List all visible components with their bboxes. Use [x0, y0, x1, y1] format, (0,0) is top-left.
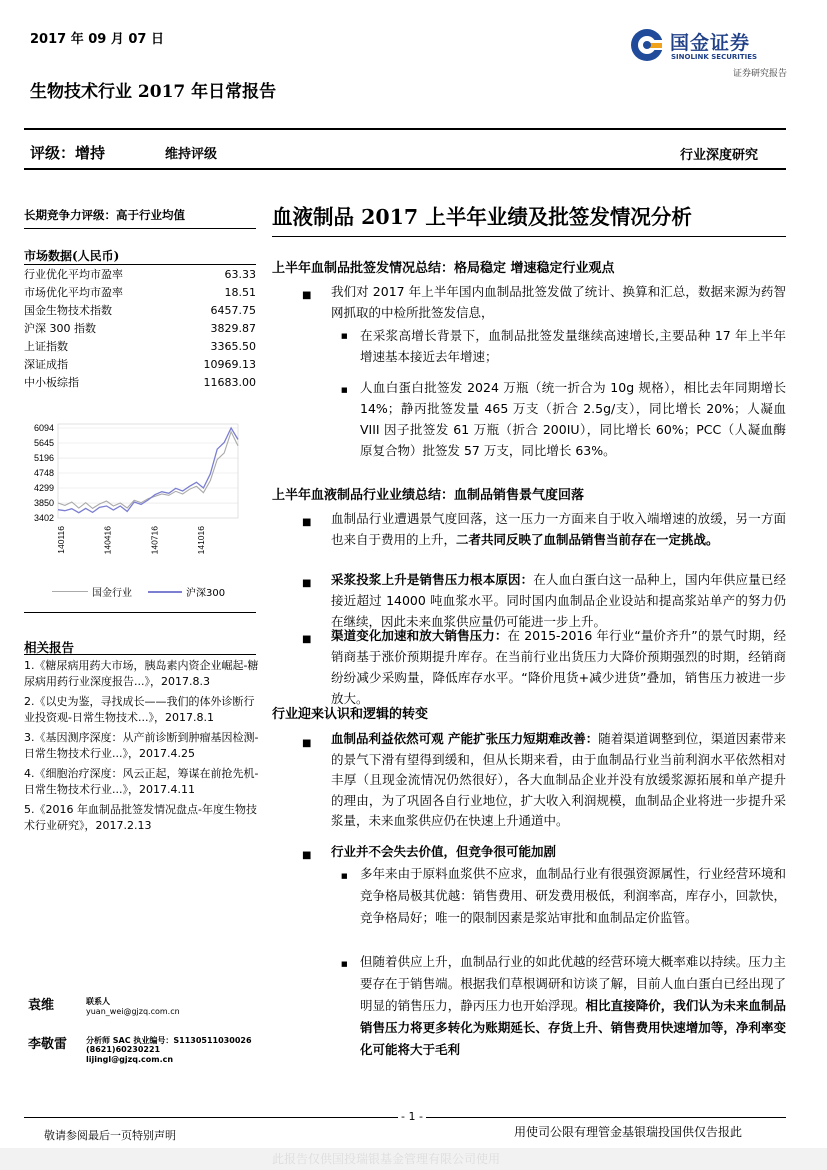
analyst1-email[interactable]: yuan_wei@gjzq.com.cn	[86, 1007, 180, 1016]
related-report-item[interactable]: 3.《基因测序深度：从产前诊断到肿瘤基因检测-日常生物技术行业...》，2017.4.25	[24, 731, 259, 760]
related-report-item[interactable]: 2.《以史为鉴，寻找成长——我们的体外诊断行业投资观-日常生物技术...》，2017.8.1	[24, 695, 255, 724]
related-rule	[24, 654, 256, 655]
chart-x-tick-label: 140416	[102, 526, 113, 555]
chart-rule	[24, 612, 256, 613]
report-type: 行业深度研究	[680, 148, 759, 163]
legend-line-industry	[52, 591, 88, 592]
related-report-text: 1.《糖尿病用药大市场，胰岛素内资企业崛起-糖尿病用药行业深度报告...》	[24, 659, 259, 688]
related-report-text: 2.《以史为鉴，寻找成长——我们的体外诊断行业投资观-日常生物技术...》	[24, 695, 255, 724]
related-report-date: 2017.2.13	[95, 819, 152, 832]
s2-p1-text: 血制品行业遭遇景气度回落，这一压力一方面来自于收入端增速的放缓，另一方面也来自于费用的上升，	[331, 511, 786, 547]
analyst1-name: 袁维	[28, 998, 55, 1013]
legend-label-industry: 国金行业	[92, 588, 132, 599]
s3-p4-emphasis: 相比直接降价，我们认为未来血制品销售压力将更多转化为账期延长、存货上升、销售费用快速增加等，净利率变化可能将大于毛利	[360, 998, 786, 1057]
market-row	[24, 339, 256, 355]
s2-paragraph-2	[331, 569, 786, 632]
report-date: 2017 年 09 月 07 日	[30, 32, 164, 47]
s2-p3-lead: 渠道变化加速和放大销售压力：	[331, 628, 508, 643]
report-series-title: 生物技术行业 2017 年日常报告	[30, 82, 277, 102]
square-bullet-icon: ■	[302, 517, 312, 528]
market-row-value: 18.51	[224, 286, 256, 299]
market-row-value: 10969.13	[203, 358, 256, 371]
s2-paragraph-3	[331, 625, 786, 709]
s1-paragraph-3: 人血白蛋白批签发 2024 万瓶（统一折合为 10g 规格），相比去年同期增长 14%；静丙批签发量 465 万支（折合 2.5g/支），同比增长 20%；人凝血 VIII 因子批签发 61 万瓶（折合 200IU），同比增长 60%；PCC（人凝血酶原复合物）批签发 57 万支，同比增长 63%。	[360, 380, 786, 458]
chart-legend	[48, 584, 263, 600]
related-report-item[interactable]: 5.《2016 年血制品批签发情况盘点-年度生物技术行业研究》，2017.2.13	[24, 803, 257, 832]
rating-label: 评级：增持	[30, 144, 106, 162]
market-row	[24, 303, 256, 319]
s3-paragraph-1	[331, 729, 786, 832]
s2-p1-emphasis: 二者共同反映了血制品销售当前存在一定挑战。	[456, 532, 719, 547]
related-report-date: 2017.4.25	[139, 747, 195, 760]
square-bullet-icon: ■	[302, 290, 312, 301]
square-bullet-icon: ■	[302, 634, 312, 645]
small-square-bullet-icon: ■	[341, 386, 348, 394]
chart-y-tick-label: 5645	[33, 438, 54, 449]
chart-y-tick-label: 3850	[33, 498, 54, 509]
related-report-date: 2017.4.11	[139, 783, 195, 796]
square-bullet-icon: ■	[302, 578, 312, 589]
market-row	[24, 267, 256, 283]
market-row-label: 沪深 300 指数	[24, 322, 96, 335]
headline: 血液制品 2017 上半年业绩及批签发情况分析	[272, 205, 692, 229]
chart-y-tick-label: 3402	[33, 513, 54, 523]
chart-x-tick-label: 141016	[196, 526, 206, 555]
related-report-item[interactable]: 4.《细胞治疗深度：风云正起，筹谋在前抢先机-日常生物技术行业...》，2017.4.11	[24, 767, 259, 796]
s2-p2-text: 在人血白蛋白这一品种上，国内年供应量已经接近超过 14000 吨血浆水平。同时国内血制品企业设站和提高浆站单产的努力仍在继续，因此未来血浆供应量仍可能进一步上升。	[331, 572, 786, 629]
market-row-value: 6457.75	[210, 304, 256, 317]
header-rule-bottom	[24, 168, 786, 170]
footer-right-text: 用使司公限有理管金基银瑞投国供仅告报此	[514, 1125, 743, 1139]
market-row-value: 63.33	[224, 268, 256, 281]
market-row-value: 11683.00	[203, 376, 256, 389]
market-row-label: 国金生物技术指数	[24, 304, 112, 317]
s1-paragraph-2: 在采浆高增长背景下，血制品批签发量继续高速增长,主要品种 17 年上半年增速基本接近去年增速；	[360, 328, 786, 364]
analyst2-role: 分析师 SAC 执业编号：S1130511030026	[86, 1036, 252, 1045]
related-report-text: 4.《细胞治疗深度：风云正起，筹谋在前抢先机-日常生物技术行业...》	[24, 767, 259, 796]
legend-line-hs300	[148, 591, 182, 593]
related-report-date: 2017.8.3	[161, 675, 210, 688]
headline-rule	[272, 236, 786, 237]
chart-y-tick-label: 6094	[33, 423, 54, 433]
brand-logo-icon	[628, 26, 666, 64]
related-report-text: 5.《2016 年血制品批签发情况盘点-年度生物技术行业研究》	[24, 803, 257, 832]
s2-p3-text: 在 2015-2016 年行业“量价齐升”的景气时期，经销商基于涨价预期提升库存。在当前行业出货压力大降价预期强烈的时期，经销商纷纷减少采购量，降低库存水平。“降价甩货+减少进货”叠加，销售压力被进一步放大。	[331, 628, 786, 706]
related-report-date: 2017.8.1	[164, 711, 214, 724]
sidebar-rule	[24, 228, 256, 229]
chart-y-tick-label: 4299	[33, 483, 54, 494]
section-3-title: 行业迎来认识和逻辑的转变	[272, 707, 429, 722]
brand-name-cn: 国金证券	[670, 32, 751, 54]
market-row	[24, 285, 256, 301]
market-row-value: 3829.87	[210, 322, 256, 335]
square-bullet-icon: ■	[302, 850, 312, 861]
header-rule-top	[24, 128, 786, 130]
related-reports-title: 相关报告	[24, 640, 75, 655]
brand-name-en: SINOLINK SECURITIES	[671, 53, 758, 61]
market-row	[24, 375, 256, 391]
s1-paragraph-1: 我们对 2017 年上半年国内血制品批签发做了统计、换算和汇总，数据来源为药智网抓取的中检所批签发信息，	[331, 284, 786, 320]
chart-y-tick-label: 4748	[33, 468, 54, 478]
market-row-label: 中小板综指	[24, 376, 79, 389]
long-term-rating: 长期竞争力评级：高于行业均值	[24, 208, 185, 222]
s3-paragraph-3: 多年来由于原料血浆供不应求，血制品行业有很强资源属性，行业经营环境和竞争格局极其优越：销售费用、研发费用极低，利润率高，库存小，回款快，竞争格局好；唯一的限制因素是浆站审批和血制品定价监管。	[360, 866, 786, 925]
analyst1-role: 联系人	[86, 997, 110, 1006]
chart-x-tick-label: 140116	[56, 526, 66, 554]
small-square-bullet-icon: ■	[341, 872, 348, 880]
section-1-title: 上半年血制品批签发情况总结：格局稳定 增速稳定行业观点	[272, 261, 615, 276]
s3-p4-text: 但随着供应上升，血制品行业的如此优越的经营环境大概率难以持续。压力主要存在于销售端。根据我们草根调研和访谈了解，目前人血白蛋白已经出现了明显的销售压力，静丙压力也开始浮现。	[360, 954, 786, 1013]
rating-note: 维持评级	[165, 147, 218, 162]
brand-subtitle: 证券研究报告	[733, 69, 788, 79]
market-data-rule	[24, 264, 256, 265]
series-line-hs300	[58, 428, 238, 513]
watermark-text: 此报告仅供国投瑞银基金管理有限公司使用	[272, 1152, 501, 1166]
market-row-value: 3365.50	[210, 340, 256, 353]
market-row-label: 市场优化平均市盈率	[24, 286, 123, 299]
footer-disclaimer: 敬请参阅最后一页特别声明	[44, 1129, 176, 1142]
market-row-label: 上证指数	[24, 340, 68, 353]
related-report-item[interactable]: 1.《糖尿病用药大市场，胰岛素内资企业崛起-糖尿病用药行业深度报告...》，2017.8.3	[24, 659, 259, 688]
s3-paragraph-4	[360, 951, 786, 1061]
market-row-label: 深证成指	[24, 358, 68, 371]
market-row	[24, 321, 256, 337]
chart-x-tick-label: 140716	[149, 526, 160, 555]
s2-p2-lead: 采浆投浆上升是销售压力根本原因：	[331, 572, 534, 587]
section-2-title: 上半年血液制品行业业绩总结：血制品销售景气度回落	[272, 488, 585, 503]
market-data-title: 市场数据(人民币)	[24, 249, 120, 263]
index-chart	[20, 408, 260, 608]
small-square-bullet-icon: ■	[341, 960, 348, 968]
analyst2-email[interactable]: lijingl@gjzq.com.cn	[86, 1055, 174, 1064]
market-row	[24, 357, 256, 373]
s3-p1-text: 随着渠道调整到位，渠道因素带来的景气下滑有望得到缓和，但从长期来看，由于血制品行业当前利润水平依然相对丰厚（且现金流情况仍然很好），各大血制品企业并没有放缓浆源拓展和单产提升的理由，为了巩固各自行业地位，扩大收入利润规模，血制品企业将进一步提升采浆量，未来血浆供应仍在快速上升通道中。	[331, 731, 786, 828]
legend-label-hs300: 沪深300	[186, 588, 226, 599]
s3-paragraph-2: 行业并不会失去价值，但竞争很可能加剧	[331, 844, 557, 859]
s2-paragraph-1	[331, 508, 786, 550]
chart-y-tick-label: 5196	[33, 453, 54, 464]
s3-p1-lead: 血制品利益依然可观 产能扩张压力短期难改善：	[331, 731, 599, 746]
market-row-label: 行业优化平均市盈率	[24, 268, 123, 281]
analyst2-name: 李敬雷	[28, 1037, 68, 1052]
page-number: - 1 -	[398, 1110, 426, 1123]
square-bullet-icon: ■	[302, 738, 312, 749]
related-report-text: 3.《基因测序深度：从产前诊断到肿瘤基因检测-日常生物技术行业...》	[24, 731, 259, 760]
small-square-bullet-icon: ■	[341, 332, 348, 340]
analyst2-phone: (8621)60230221	[86, 1045, 161, 1054]
